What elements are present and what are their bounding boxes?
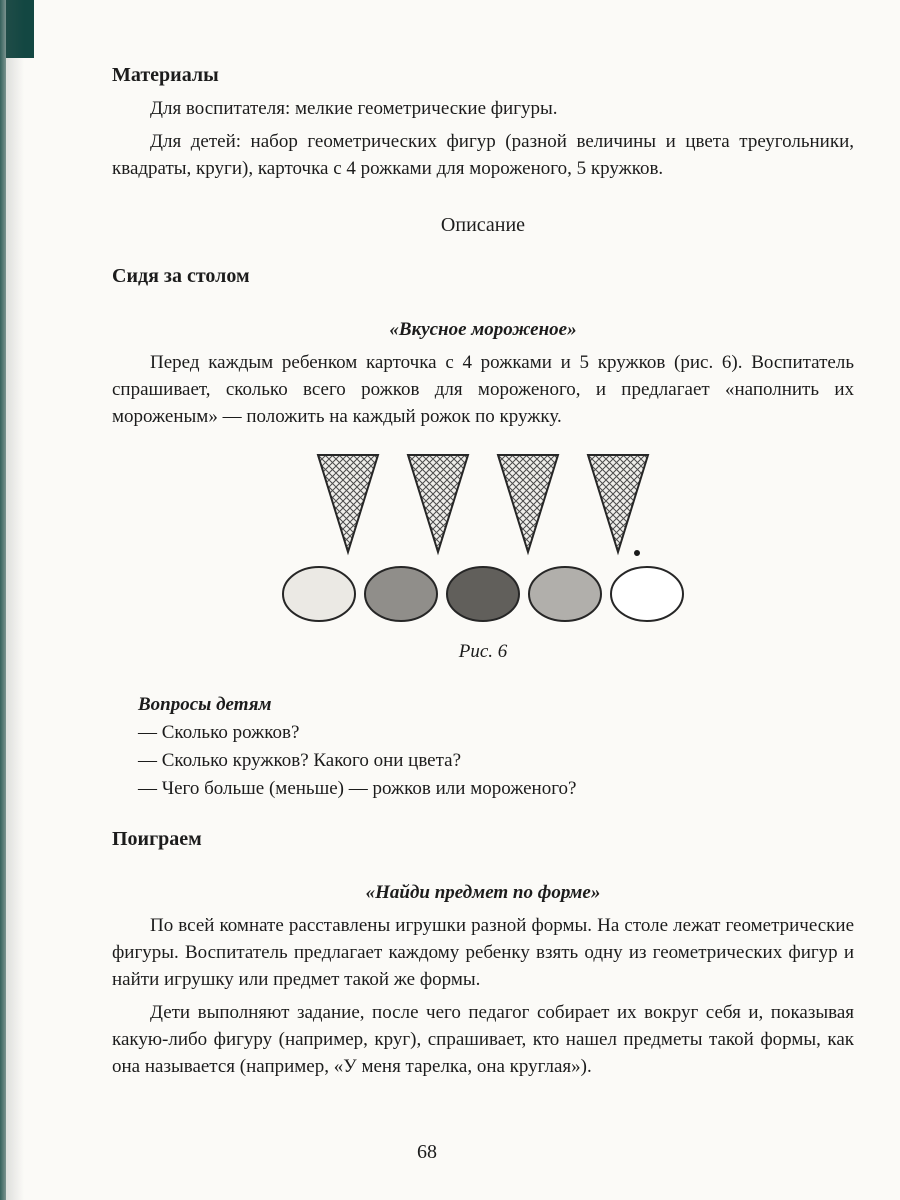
- icecream-cone-icon: [495, 452, 561, 556]
- game2-paragraph-2: Дети выполняют задание, после чего педагог собирает их вокруг себя и, показывая какую-либо фигуру (например, круг), спрашивает, кто нашел предметы такой формы, как она называется (например, «У меня тарелка, она круглая»).: [112, 1002, 854, 1077]
- game2-title: «Найди предмет по форме»: [365, 882, 601, 903]
- game2-paragraph-1: По всей комнате расставлены игрушки разной формы. На столе лежат геометрические фигуры. Воспитатель предлагает каждому ребенку взять одну из геометрических фигур и найти игрушку или предмет такой же формы.: [112, 915, 854, 990]
- page-content: [112, 62, 854, 1080]
- ink-speck: [634, 550, 640, 556]
- icecream-cones-row: [268, 452, 698, 556]
- questions-heading: Вопросы детям: [138, 694, 272, 715]
- description-heading: Описание: [440, 214, 526, 236]
- figure-caption: Рис. 6: [458, 641, 508, 662]
- figure-6: [268, 452, 698, 624]
- question-item: — Сколько кружков? Какого они цвета?: [138, 750, 462, 771]
- play-heading: Поиграем: [112, 828, 202, 850]
- question-item: — Сколько рожков?: [138, 722, 300, 743]
- materials-heading: Материалы: [112, 64, 219, 86]
- icecream-cone-icon: [405, 452, 471, 556]
- icecream-scoop-icon: [444, 564, 522, 624]
- question-item: — Чего больше (меньше) — рожков или мороженого?: [138, 778, 577, 799]
- icecream-scoop-icon: [280, 564, 358, 624]
- icecream-circles-row: [268, 564, 698, 624]
- icecream-scoop-icon: [362, 564, 440, 624]
- materials-paragraph-1: Для воспитателя: мелкие геометрические фигуры.: [150, 98, 558, 119]
- sitting-at-table-subheading: Сидя за столом: [112, 265, 250, 287]
- icecream-scoop-icon: [608, 564, 686, 624]
- icecream-cone-icon: [315, 452, 381, 556]
- page-number: 68: [417, 1141, 437, 1163]
- scan-edge-shadow: [6, 0, 24, 1200]
- icecream-cone-icon: [585, 452, 651, 556]
- materials-paragraph-2: Для детей: набор геометрических фигур (разной величины и цвета треугольники, квадраты, круги), карточка с 4 рожками для мороженого, 5 кружков.: [112, 131, 854, 179]
- game1-title: «Вкусное мороженое»: [389, 319, 577, 340]
- game1-text: Перед каждым ребенком карточка с 4 рожками и 5 кружков (рис. 6). Воспитатель спрашивает, сколько всего рожков для мороженого, и предлагает «наполнить их мороженым» — положить на каждый рожок по кружку.: [112, 352, 854, 427]
- icecream-scoop-icon: [526, 564, 604, 624]
